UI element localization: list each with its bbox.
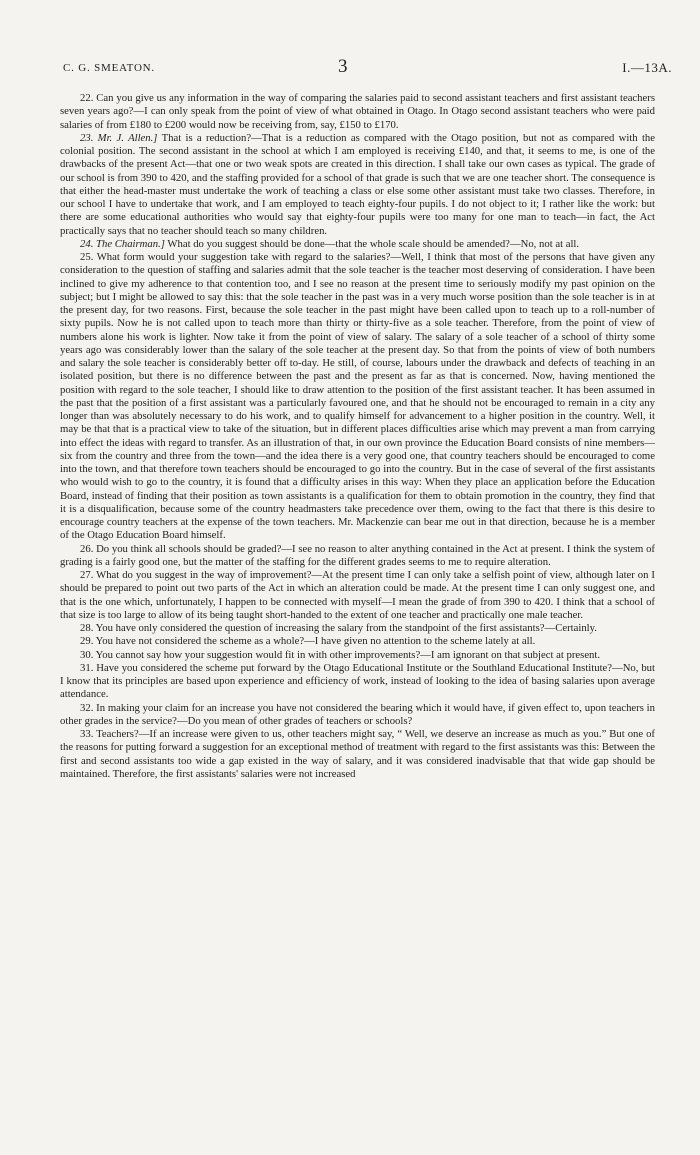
paragraph-32 xyxy=(60,702,655,729)
paragraph-30 xyxy=(60,649,655,662)
paragraph-24 xyxy=(60,238,655,251)
paragraph-22 xyxy=(60,92,655,132)
paragraph-text: 31. Have you considered the scheme put forward by the Otago Educational Institute or the Southland Educational Institute?—No, but I know that its principles are based upon experience and efficiency of work, instead of looking to the idea of basing salaries upon average attendance. xyxy=(60,661,655,701)
paragraph-text: 22. Can you give us any information in the way of comparing the salaries paid to second assistant teachers and first assistant teachers seven years ago?—I can only speak from the point of view of what obtained in Otago. In Otago second assistant teachers who were paid salaries of from £180 to £200 would now be receiving from, say, £150 to £170. xyxy=(60,92,655,131)
paragraph-text: 32. In making your claim for an increase you have not considered the bearing which it would have, if given effect to, upon teachers in other grades in the service?—Do you mean of other grades of teachers or schools? xyxy=(60,701,655,727)
paragraph-29 xyxy=(60,635,655,648)
paragraph-27 xyxy=(60,569,655,622)
paragraph-26 xyxy=(60,543,655,570)
paragraph-25 xyxy=(60,251,655,543)
paragraph-text: 33. Teachers?—If an increase were given to us, other teachers might say, “ Well, we deserve an increase as much as you.” But one of the reasons for putting forward a suggestion for an exceptional method of treatment with regard to the first assistants was this: Between the first and second assistants too wide a gap existed in the way of salary, and it was considered inadvisable that that wide gap should be maintained. Therefore, the first assistants' salaries were not increased xyxy=(60,728,655,780)
speaker-label: 23. Mr. J. Allen.] xyxy=(80,131,158,144)
paragraph-31 xyxy=(60,662,655,702)
header-witness-name: C. G. SMEATON. xyxy=(63,62,155,74)
page-header xyxy=(63,58,672,78)
paragraph-text: 30. You cannot say how your suggestion would fit in with other improvements?—I am ignorant on that subject at present. xyxy=(80,648,601,661)
paragraph-28 xyxy=(60,622,655,635)
paragraph-33 xyxy=(60,728,655,781)
paragraph-text: 25. What form would your suggestion take with regard to the salaries?—Well, I think that most of the persons that have given any consideration to the question of staffing and salaries admit that the sole teacher is the teacher most deserving of consideration. I have been inclined to give my adherence to that contention too, and I see no reason at the present time to seriously modify my past opinion on the subject; but I might be allowed to say this: that the sole teacher in the past was in a very much worse position than the sole teacher is in at the present day, for two reasons. First, because the sole teacher in the past might have been called upon to teach up to a roll-number of sixty pupils. Now he is not called upon to teach more than thirty or thirty-five as a sole teacher. Therefore, from the point of view of numbers alone his work is lighter. Now take it from the point of view of salary. The salary of a sole teacher of a school of thirty some years ago was considerably lower than the salary of the sole teacher at the present day. So that from the points of view of both numbers and salary the sole teacher is considerably better off to-day. He still, of course, labours under the drawback and defects of teaching in an isolated position, but there is no difference between the past and the present as far as that is concerned. Now, having mentioned the position with regard to the sole teacher, I should like to draw attention to the position of the first assistant teacher. It has been assumed in the past that the position of a first assistant was a particularly favoured one, and that he should not be encouraged to remain in a city any longer than was absolutely necessary to do his work, and to qualify himself for advancement to a higher position in the country. Well, it may be that that is a practical view to take of the situation, but in different places difficulties arise which may prevent a man from carrying into effect the ideas with regard to transfer. As an illustration of that, in our own province the Education Board consists of nine members—six from the country and three from the town—and the idea there is a very good one, that country teachers should be encouraged to come into the town, and that therefore town teachers should be encouraged to go into the country. But in the case of several of the first assistants who would wish to go to the country, it is found that a difficulty arises in this way: When they place an application before the Education Board, instead of finding that their position as town assistants is a qualification for them to obtain promotion in the country, they find that it is a disqualification, because some of the country headmasters take precedence over them, owing to the fact that there is this desire to encourage country teachers at the expense of the town teachers. Mr. Mackenzie can bear me out in that direction, because he is a member of the Otago Education Board himself. xyxy=(60,251,655,542)
speaker-label: 24. The Chairman.] xyxy=(80,237,165,250)
page-number: 3 xyxy=(338,56,348,77)
paragraph-text: What do you suggest should be done—that the whole scale should be amended?—No, not at all. xyxy=(164,237,580,250)
paragraph-text: 29. You have not considered the scheme as a whole?—I have given no attention to the scheme lately at all. xyxy=(80,635,536,648)
paragraph-text: 26. Do you think all schools should be graded?—I see no reason to alter anything contained in the Act at present. I think the system of grading is a fairly good one, but the matter of the staffing for the different grades seems to me to require alteration. xyxy=(60,542,655,568)
paragraph-text: 28. You have only considered the question of increasing the salary from the standpoint of the first assistants?—Certainly. xyxy=(80,622,597,634)
paragraph-text: That is a reduction?—That is a reduction as compared with the Otago position, but not as compared with the colonial position. The second assistant in the school at which I am employed is receiving £140, and that, it seems to me, is one of the drawbacks of the present Act—that one or two weak spots are created in this direction. I shall take our own cases as typical. The grade of our school is from 390 to 420, and the staffing provided for a school of that grade is such that we are one teacher short. The consequence is that either the head-master must undertake the work of teaching a class or else some other assistant must take two classes. Therefore, in our school I have to undertake that work, and I am employed to teach eighty-four pupils. I do not object to it; I rather like the work: but there are some educational authorities who would say that eighty-four pupils were too many for one man to teach—in fact, the Act practically says that no teacher should teach so many children. xyxy=(60,131,655,237)
paragraph-23 xyxy=(60,132,655,238)
paragraph-text: 27. What do you suggest in the way of improvement?—At the present time I can only take a selfish point of view, although later on I should be prepared to point out two parts of the Act in which an alteration could be made. At the present time I can only suggest one, and that is the one which, unfortunately, I happen to be connected with myself—I mean the grade of from 390 to 420. I think that a school of that size is too large to allow of its being taught short-handed to the extent of one teacher and practically one male teacher. xyxy=(60,569,655,621)
document-reference: I.—13A. xyxy=(622,60,672,75)
document-body xyxy=(60,92,655,781)
